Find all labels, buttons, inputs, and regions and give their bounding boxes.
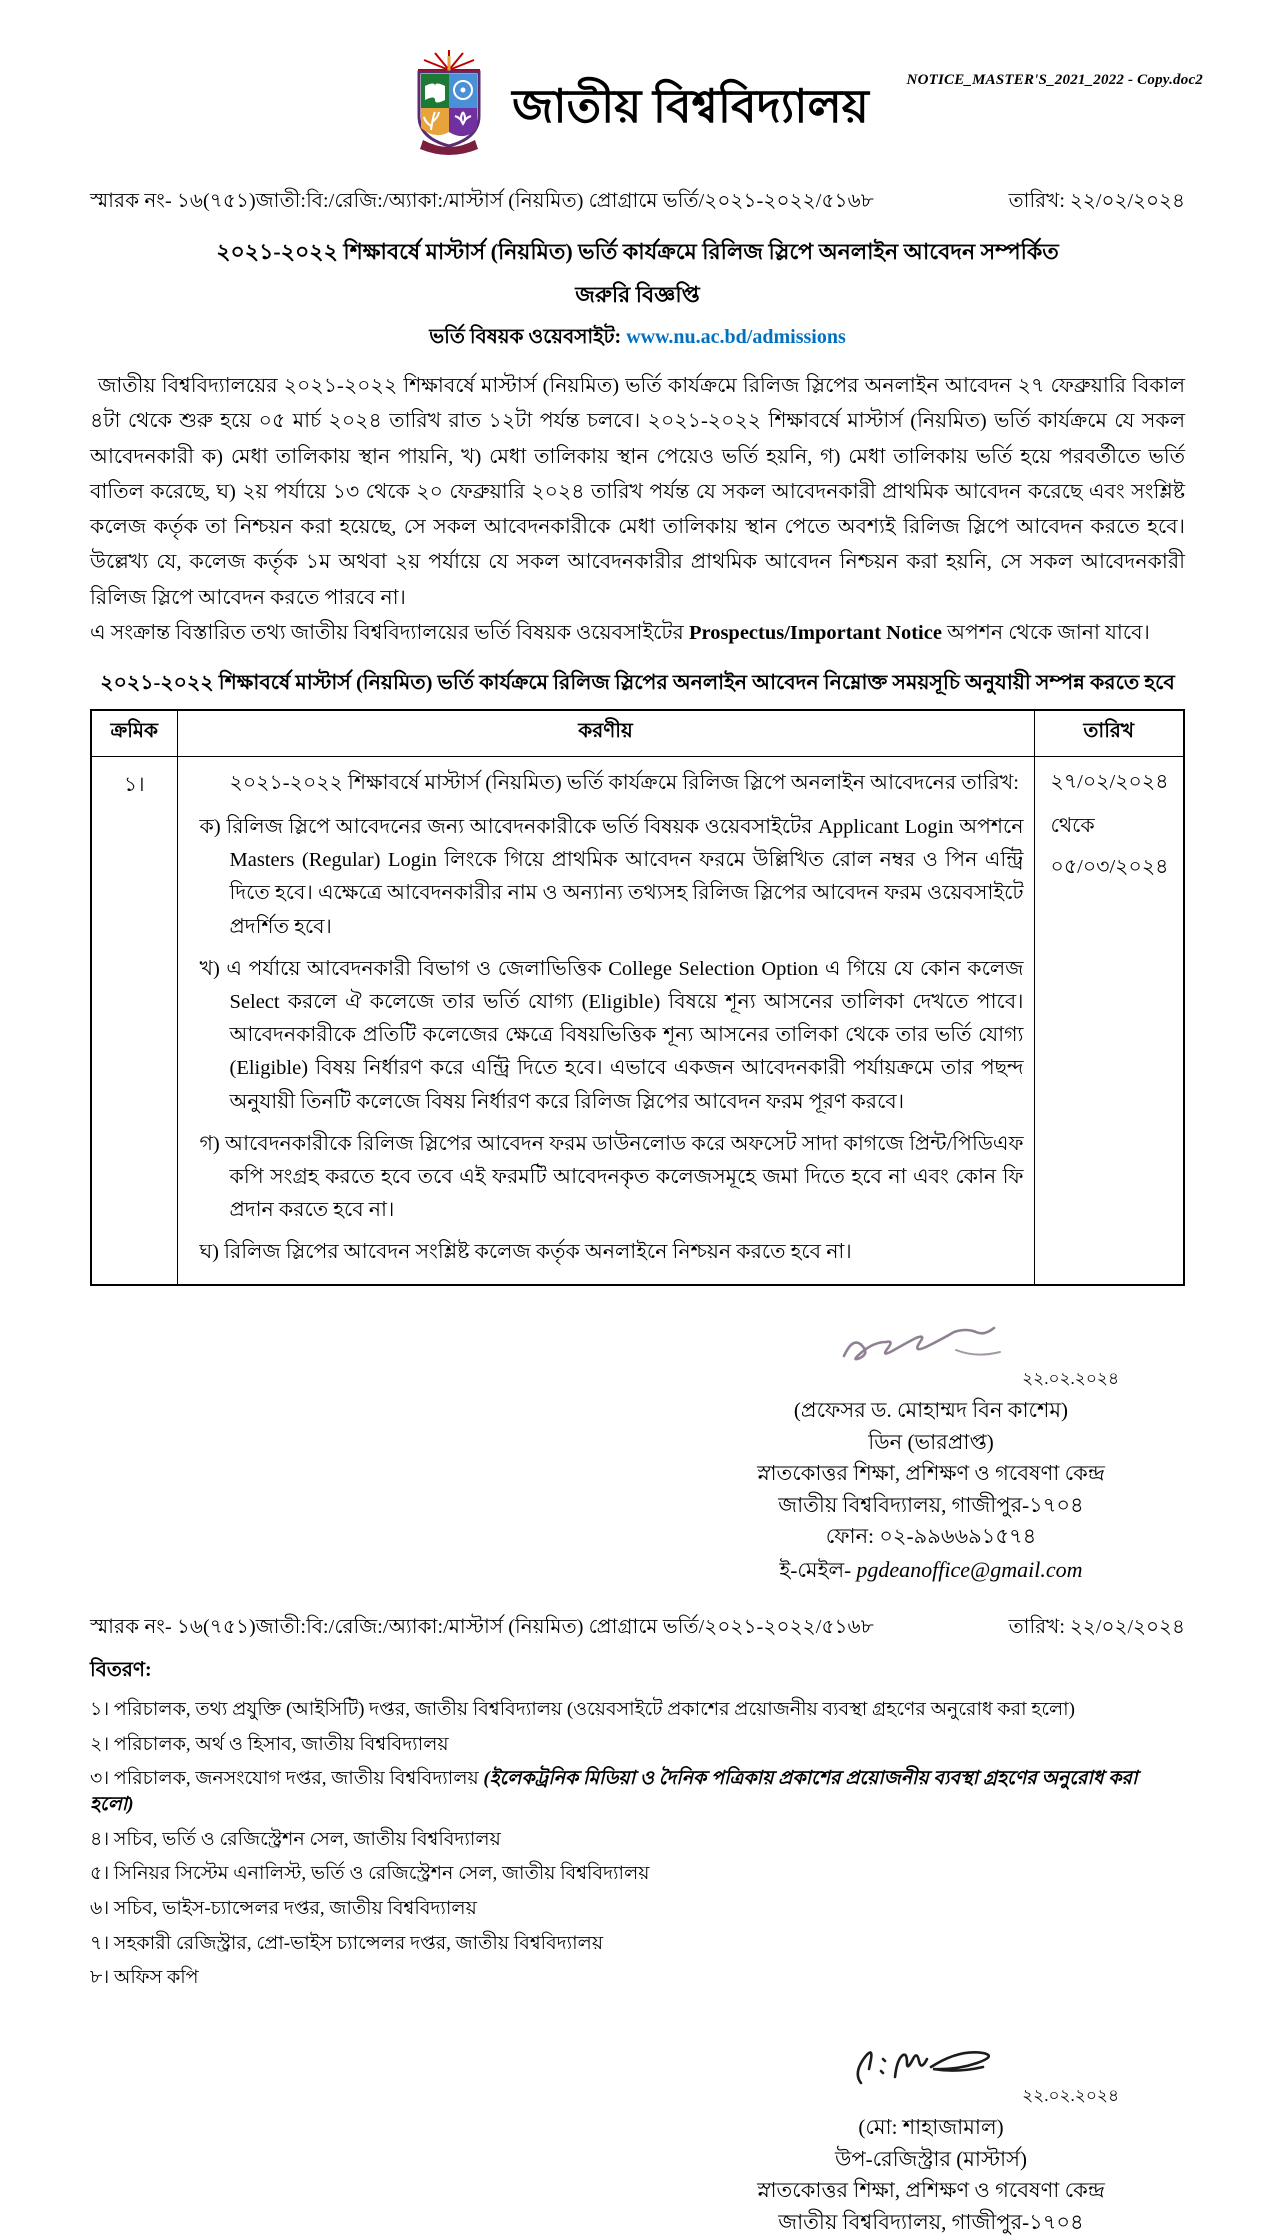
memo-date-2: তারিখ: ২২/০২/২০২৪ bbox=[1008, 1616, 1185, 1639]
distribution-item-3-note: (ইলেকট্রনিক মিডিয়া ও দৈনিক পত্রিকায় প্রকাশের প্রয়োজনীয় ব্যবস্থা গ্রহণের অনুরোধ করা হলো) bbox=[90, 1768, 1138, 1816]
row-date-cell bbox=[1034, 757, 1184, 1285]
notice-title: ২০২১-২০২২ শিক্ষাবর্ষে মাস্টার্স (নিয়মিত) ভর্তি কার্যক্রমে রিলিজ স্লিপে অনলাইন আবেদন সম্পর্কিত bbox=[216, 239, 1059, 264]
letterhead bbox=[90, 48, 1185, 160]
notice-subtitle: জরুরি বিজ্ঞপ্তি bbox=[575, 282, 700, 307]
row-serial: ১। bbox=[91, 757, 177, 1285]
distribution-item-6: ৬। সচিব, ভাইস-চ্যান্সেলর দপ্তর, জাতীয় বিশ্ববিদ্যালয় bbox=[90, 1897, 477, 1919]
registrar-office: স্নাতকোত্তর শিক্ষা, প্রশিক্ষণ ও গবেষণা কেন্দ্র bbox=[757, 2178, 1105, 2203]
memo-line-top bbox=[90, 186, 1185, 219]
more-info-post: অপশন থেকে জানা যাবে। bbox=[941, 621, 1150, 644]
distribution-item-8: ৮। অফিস কপি bbox=[90, 1967, 199, 1989]
dean-email-address[interactable]: pgdeanoffice@gmail.com bbox=[856, 1556, 1083, 1582]
notice-body-paragraph: জাতীয় বিশ্ববিদ্যালয়ের ২০২১-২০২২ শিক্ষাবর্ষে মাস্টার্স (নিয়মিত) ভর্তি কার্যক্রমে রিলিজ স্লিপের অনলাইন আবেদন ২৭ ফেব্রুয়ারি বিকাল ৪টা থেকে শুরু হয়ে ০৫ মার্চ ২০২৪ তারিখ রাত ১২টা পর্যন্ত চলবে। ২০২১-২০২২ শিক্ষাবর্ষে মাস্টার্স (নিয়মিত) ভর্তি কার্যক্রমে যে সকল আবেদনকারী ক) মেধা তালিকায় স্থান পায়নি, খ) মেধা তালিকায় স্থান পেয়েও ভর্তি হয়নি, গ) মেধা তালিকায় ভর্তি হয়ে পরবর্তীতে ভর্তি বাতিল করেছে, ঘ) ২য় পর্যায়ে ১৩ থেকে ২০ ফেব্রুয়ারি ২০২৪ তারিখ পর্যন্ত যে সকল আবেদনকারী প্রাথমিক আবেদন করেছে এবং সংশ্লিষ্ট কলেজ কর্তৃক তা নিশ্চয়ন করা হয়েছে, সে সকল আবেদনকারীকে মেধা তালিকায় স্থান পেতে অবশ্যই রিলিজ স্লিপে আবেদন করতে হবে। উল্লেখ্য যে, কলেজ কর্তৃক ১ম অথবা ২য় পর্যায়ে যে সকল আবেদনকারীর প্রাথমিক আবেদন নিশ্চয়ন করা হয়নি, সে সকল আবেদনকারী রিলিজ স্লিপে আবেদন করতে পারবে না। bbox=[90, 375, 1185, 609]
schedule-table-intro: ২০২১-২০২২ শিক্ষাবর্ষে মাস্টার্স (নিয়মিত) ভর্তি কার্যক্রমে রিলিজ স্লিপের অনলাইন আবেদন নিম্নোক্ত সময়সূচি অনুযায়ী সম্পন্ন করতে হবে bbox=[100, 672, 1175, 694]
distribution-item-3 bbox=[90, 1766, 1185, 1817]
dean-name: (প্রফেসর ড. মোহাম্মদ বিন কাশেম) bbox=[793, 1398, 1069, 1423]
registrar-name: (মো: শাহাজামাল) bbox=[858, 2115, 1004, 2140]
header-action: করণীয় bbox=[177, 710, 1034, 757]
registrar-designation: উপ-রেজিস্ট্রার (মাস্টার্স) bbox=[834, 2146, 1028, 2171]
distribution-item-3-text: ৩। পরিচালক, জনসংযোগ দপ্তর, জাতীয় বিশ্ববিদ্যালয় bbox=[90, 1768, 484, 1790]
notice-more-info-line bbox=[90, 616, 1185, 651]
university-name: জাতীয় বিশ্ববিদ্যালয় bbox=[512, 81, 869, 132]
date-from: ২৭/০২/২০২৪ bbox=[1050, 771, 1169, 793]
dean-signature-date: ২২.০২.২০২৪ bbox=[1022, 1368, 1119, 1388]
more-info-pre: এ সংক্রান্ত বিস্তারিত তথ্য জাতীয় বিশ্ববিদ্যালয়ের ভর্তি বিষয়ক ওয়েবসাইটের bbox=[90, 621, 689, 644]
registrar-signature-block bbox=[691, 2037, 1171, 2238]
email-label: ই-মেইল- bbox=[779, 1557, 857, 1582]
prospectus-notice-label: Prospectus/Important Notice bbox=[688, 621, 942, 644]
row-action-cell bbox=[177, 757, 1034, 1285]
memo-line-bottom bbox=[90, 1612, 1185, 1645]
dean-phone: ফোন: ০২-৯৯৬৬৯১৫৭৪ bbox=[825, 1524, 1037, 1549]
schedule-row-1 bbox=[91, 757, 1184, 1285]
action-item-kha: খ) এ পর্যায়ে আবেদনকারী বিভাগ ও জেলাভিত্তিক College Selection Option এ গিয়ে যে কোন কলেজ Select করলে ঐ কলেজে তার ভর্তি যোগ্য (Eligible) বিষয়ে শূন্য আসনের তালিকা দেখতে পাবে। আবেদনকারীকে প্রতিটি কলেজের ক্ষেত্রে বিষয়ভিত্তিক শূন্য আসনের তালিকা থেকে তার ভর্তি যোগ্য (Eligible) বিষয় নির্ধারণ করে এন্ট্রি দিতে হবে। এভাবে একজন আবেদনকারী পর্যায়ক্রমে তার পছন্দ অনুযায়ী তিনটি কলেজে বিষয় নির্ধারণ করে রিলিজ স্লিপের আবেদন ফরম পূরণ করবে। bbox=[199, 957, 1024, 1113]
distribution-item-5: ৫। সিনিয়র সিস্টেম এনালিস্ট, ভর্তি ও রেজিস্ট্রেশন সেল, জাতীয় বিশ্ববিদ্যালয় bbox=[90, 1863, 650, 1885]
dean-office: স্নাতকোত্তর শিক্ষা, প্রশিক্ষণ ও গবেষণা কেন্দ্র bbox=[757, 1461, 1105, 1486]
registrar-signature-date: ২২.০২.২০২৪ bbox=[1022, 2085, 1119, 2105]
action-item-ka: ক) রিলিজ স্লিপে আবেদনের জন্য আবেদনকারীকে ভর্তি বিষয়ক ওয়েবসাইটের Applicant Login অপশনে Masters (Regular) Login লিংকে গিয়ে প্রাথমিক আবেদন ফরমে উল্লিখিত রোল নম্বর ও পিন এন্ট্রি দিতে হবে। এক্ষেত্রে আবেদনকারীর নাম ও অন্যান্য তথ্যসহ রিলিজ স্লিপের আবেদন ফরম ওয়েবসাইটে প্রদর্শিত হবে। bbox=[199, 816, 1024, 938]
date-to: ০৫/০৩/২০২৪ bbox=[1050, 856, 1169, 879]
distribution-list bbox=[90, 1697, 1185, 1991]
dean-designation: ডিন (ভারপ্রাপ্ত) bbox=[868, 1429, 994, 1454]
distribution-label: বিতরণ: bbox=[90, 1659, 152, 1682]
nu-logo-icon bbox=[406, 48, 492, 161]
document-filename: NOTICE_MASTER'S_2021_2022 - Copy.doc2 bbox=[906, 72, 1203, 88]
dean-email-line bbox=[691, 1553, 1171, 1587]
distribution-item-2: ২। পরিচালক, অর্থ ও হিসাব, জাতীয় বিশ্ববিদ্যালয় bbox=[90, 1733, 449, 1755]
dean-signature-block bbox=[691, 1320, 1171, 1587]
website-label: ভর্তি বিষয়ক ওয়েবসাইট: bbox=[429, 326, 627, 348]
action-intro: ২০২১-২০২২ শিক্ষাবর্ষে মাস্টার্স (নিয়মিত) ভর্তি কার্যক্রমে রিলিজ স্লিপে অনলাইন আবেদনের তারিখ: bbox=[229, 772, 1019, 794]
action-item-gha: ঘ) রিলিজ স্লিপের আবেদন সংশ্লিষ্ট কলেজ কর্তৃক অনলাইনে নিশ্চয়ন করতে হবে না। bbox=[199, 1241, 852, 1264]
date-word: থেকে bbox=[1050, 814, 1095, 837]
dean-signature-scribble bbox=[691, 1320, 1171, 1372]
memo-date: তারিখ: ২২/০২/২০২৪ bbox=[1008, 190, 1185, 212]
registrar-signature-scribble bbox=[691, 2037, 1171, 2089]
distribution-item-4: ৪। সচিব, ভর্তি ও রেজিস্ট্রেশন সেল, জাতীয় বিশ্ববিদ্যালয় bbox=[90, 1828, 501, 1850]
header-serial: ক্রমিক bbox=[91, 710, 177, 757]
distribution-item-1: ১। পরিচালক, তথ্য প্রযুক্তি (আইসিটি) দপ্তর, জাতীয় বিশ্ববিদ্যালয় (ওয়েবসাইটে প্রকাশের প্রয়োজনীয় ব্যবস্থা গ্রহণের অনুরোধ করা হলো) bbox=[90, 1699, 1075, 1721]
action-item-ga: গ) আবেদনকারীকে রিলিজ স্লিপের আবেদন ফরম ডাউনলোড করে অফসেট সাদা কাগজে প্রিন্ট/পিডিএফ কপি সংগ্রহ করতে হবে তবে এই ফরমটি আবেদনকৃত কলেজসমূহে জমা দিতে হবে না এবং কোন ফি প্রদান করতে হবে না। bbox=[199, 1132, 1024, 1222]
header-date: তারিখ bbox=[1034, 710, 1184, 757]
registrar-org: জাতীয় বিশ্ববিদ্যালয়, গাজীপুর-১৭০৪ bbox=[778, 2209, 1084, 2234]
memo-number-2: স্মারক নং- ১৬(৭৫১)জাতী:বি:/রেজি:/অ্যাকা:/মাস্টার্স (নিয়মিত) প্রোগ্রামে ভর্তি/২০২১-২০২২/৫১৬৮ bbox=[90, 1616, 874, 1639]
schedule-table bbox=[90, 709, 1185, 1286]
memo-number: স্মারক নং- ১৬(৭৫১)জাতী:বি:/রেজি:/অ্যাকা:/মাস্টার্স (নিয়মিত) প্রোগ্রামে ভর্তি/২০২১-২০২২/৫১৬৮ bbox=[90, 190, 874, 212]
distribution-item-7: ৭। সহকারী রেজিস্ট্রার, প্রো-ভাইস চ্যান্সেলর দপ্তর, জাতীয় বিশ্ববিদ্যালয় bbox=[90, 1932, 604, 1954]
admission-website-link[interactable]: www.nu.ac.bd/admissions bbox=[626, 326, 846, 348]
dean-org: জাতীয় বিশ্ববিদ্যালয়, গাজীপুর-১৭০৪ bbox=[778, 1492, 1084, 1517]
admission-website-line bbox=[90, 322, 1185, 355]
schedule-header-row bbox=[91, 710, 1184, 757]
